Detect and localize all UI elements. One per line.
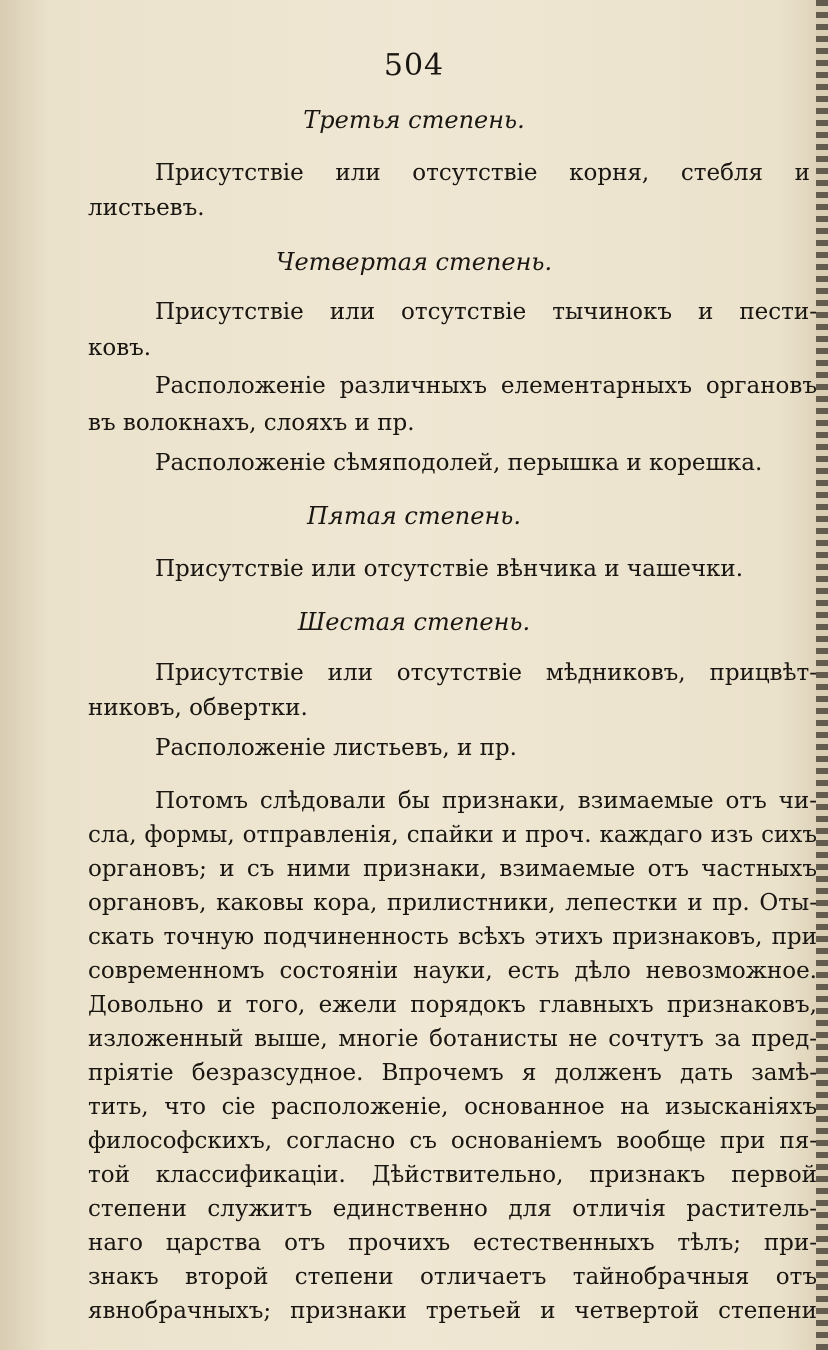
text-line: степени служитъ единственно для отличія раститель- [88, 1196, 817, 1222]
text-line: Присутствіе или отсутствіе мѣдниковъ, прицвѣт- [155, 660, 817, 686]
text-line: Присутствіе или отсутствіе тычинокъ и пести- [155, 299, 817, 325]
text-line: органовъ, каковы кора, прилистники, лепестки и пр. Оты- [88, 890, 817, 916]
text-line: наго царства отъ прочихъ естественныхъ тѣлъ; при- [88, 1230, 817, 1256]
page-edge [816, 0, 828, 1350]
text-line: ковъ. [88, 335, 152, 361]
text-line: Расположеніе сѣмяподолей, перышка и корешка. [155, 450, 763, 476]
text-line: Расположеніе листьевъ, и пр. [155, 735, 517, 761]
text-line: сла, формы, отправленія, спайки и проч. каждаго изъ сихъ [88, 822, 817, 848]
text-line: философскихъ, согласно съ основаніемъ вообще при пя- [88, 1128, 817, 1154]
text-line: Потомъ слѣдовали бы признаки, взимаемые отъ чи- [155, 788, 817, 814]
heading-sixth-degree: Шестая степень. [297, 608, 531, 636]
text-line: Расположеніе различныхъ елементарныхъ органовъ [155, 373, 817, 399]
text-line: никовъ, обвертки. [88, 695, 308, 721]
text-line: листьевъ. [88, 195, 205, 221]
page-number: 504 [383, 48, 445, 83]
text-line: органовъ; и съ ними признаки, взимаемые отъ частныхъ [88, 856, 817, 882]
text-line: тить, что сіе расположеніе, основанное на изысканіяхъ [88, 1094, 817, 1120]
heading-fourth-degree: Четвертая степень. [275, 248, 553, 276]
text-line: той классификаціи. Дѣйствительно, признакъ первой [88, 1162, 817, 1188]
text-line: Довольно и того, ежели порядокъ главныхъ признаковъ, [88, 992, 817, 1018]
text-line: Присутствіе или отсутствіе корня, стебля и [155, 160, 810, 186]
text-line: скать точную подчиненность всѣхъ этихъ признаковъ, при [88, 924, 817, 950]
heading-fifth-degree: Пятая степень. [307, 502, 521, 530]
text-line: Присутствіе или отсутствіе вѣнчика и чашечки. [155, 556, 744, 582]
text-line: изложенный выше, многіе ботанисты не сочтутъ за пред- [88, 1026, 817, 1052]
text-line: пріятіе безразсудное. Впрочемъ я долженъ дать замѣ- [88, 1060, 817, 1086]
heading-third-degree: Третья степень. [303, 106, 525, 134]
text-line: современномъ состояніи науки, есть дѣло невозможное. [88, 958, 817, 984]
text-line: явнобрачныхъ; признаки третьей и четвертой степени [88, 1298, 817, 1324]
text-line: въ волокнахъ, слояхъ и пр. [88, 410, 415, 436]
text-line: знакъ второй степени отличаетъ тайнобрачныя отъ [88, 1264, 817, 1290]
